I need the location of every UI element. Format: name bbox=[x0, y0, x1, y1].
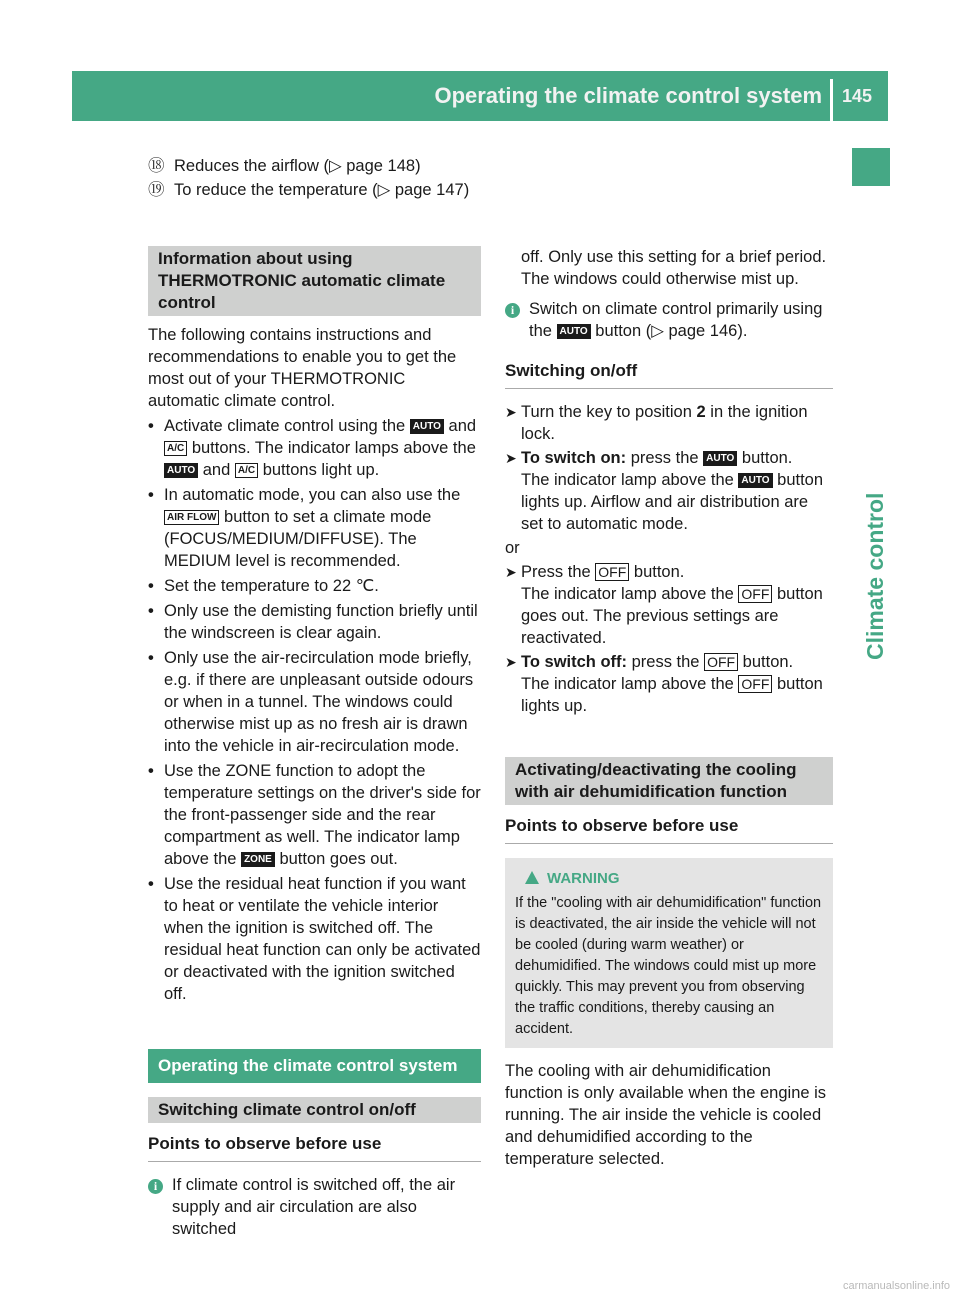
list-item: • Use the residual heat function if you want to heat or ventilate the vehicle interior when the ignition is switched off. The residual heat function can only be activated or deactivated with the ignition switched off. bbox=[148, 875, 481, 1003]
list-item: • Set the temperature to 22 ℃. bbox=[148, 577, 379, 595]
info-note: i Switch on climate control primarily using the AUTO button (▷ page 146). bbox=[505, 298, 833, 342]
zone-button-icon: ZONE bbox=[241, 852, 275, 867]
step-item: ➤ Press the OFF button. The indicator lamp above the OFF button goes out. The previous settings are reactivated. bbox=[505, 563, 823, 647]
warning-icon bbox=[525, 871, 539, 884]
numbered-list bbox=[148, 155, 488, 203]
auto-button-icon: AUTO bbox=[557, 324, 591, 339]
info-icon: i bbox=[148, 1179, 163, 1194]
points-heading: Points to observe before use bbox=[148, 1133, 481, 1162]
list-item: • In automatic mode, you can also use the AIR FLOW button to set a climate mode (FOCUS/MEDIUM/DIFFUSE). The MEDIUM level is recommended. bbox=[148, 486, 461, 570]
header-title: Operating the climate control system bbox=[434, 83, 822, 108]
step-item: ➤ To switch on: press the AUTO button. The indicator lamp above the AUTO button lights up. Airflow and air distribution are set to automatic mode. bbox=[505, 449, 824, 533]
step-item: ➤ Turn the key to position 2 in the ignition lock. bbox=[505, 403, 808, 443]
cooling-text: The cooling with air dehumidification function is only available when the engine is running. The air inside the vehicle is cooled and dehumidified according to the temperature selected. bbox=[505, 1062, 827, 1168]
intro-text: The following contains instructions and recommendations to enable you to get the most out of your THERMOTRONIC automatic climate control. bbox=[148, 326, 457, 410]
header-divider bbox=[830, 79, 833, 121]
right-column bbox=[505, 246, 833, 1170]
off-button-icon: OFF bbox=[595, 563, 629, 581]
air-flow-button-icon: AIR FLOW bbox=[164, 510, 219, 525]
list-item: • Activate climate control using the AUTO and A/C buttons. The indicator lamps above the AUTO and A/C buttons light up. bbox=[148, 417, 477, 479]
or-text: or bbox=[505, 539, 520, 557]
ac-button-icon: A/C bbox=[235, 463, 258, 478]
sub-heading: Switching climate control on/off bbox=[148, 1097, 481, 1123]
warning-title: WARNING bbox=[515, 868, 823, 889]
ac-button-icon: A/C bbox=[164, 441, 187, 456]
auto-button-icon: AUTO bbox=[410, 419, 444, 434]
off-button-icon: OFF bbox=[704, 653, 738, 671]
auto-button-icon: AUTO bbox=[164, 463, 198, 478]
cooling-heading: Activating/deactivating the cooling with air dehumidification function bbox=[505, 757, 833, 805]
left-column bbox=[148, 246, 481, 1240]
chapter-label: Climate control bbox=[862, 492, 888, 660]
chapter-tab bbox=[852, 148, 890, 186]
continued-text: off. Only use this setting for a brief period. The windows could otherwise mist up. bbox=[521, 248, 827, 288]
switching-heading: Switching on/off bbox=[505, 360, 833, 389]
page-number: 145 bbox=[842, 86, 873, 106]
points-heading: Points to observe before use bbox=[505, 815, 833, 844]
list-item: • Use the ZONE function to adopt the temperature settings on the driver's side for the front-passenger side and the rear compartment as well. The indicator lamp above the ZONE button goes out. bbox=[148, 762, 481, 868]
info-heading: Information about using THERMOTRONIC automatic climate control bbox=[148, 246, 481, 316]
info-note: i If climate control is switched off, the air supply and air circulation are also switched bbox=[148, 1174, 481, 1240]
off-button-icon: OFF bbox=[738, 675, 772, 693]
list-item: • Only use the demisting function briefly until the windscreen is clear again. bbox=[148, 602, 478, 642]
info-icon: i bbox=[505, 303, 520, 318]
list-item: ⑱ Reduces the airflow (▷ page 148) bbox=[148, 157, 421, 175]
watermark: carmanualsonline.info bbox=[842, 1280, 950, 1292]
off-button-icon: OFF bbox=[738, 585, 772, 603]
list-item: ⑲ To reduce the temperature (▷ page 147) bbox=[148, 181, 470, 199]
list-item: • Only use the air-recirculation mode briefly, e.g. if there are unpleasant outside odours or when in a tunnel. The windows could otherwise mist up as no fresh air is drawn into the vehicle in air-recirculation mode. bbox=[148, 649, 474, 755]
auto-button-icon: AUTO bbox=[703, 451, 737, 466]
auto-button-icon: AUTO bbox=[738, 473, 772, 488]
warning-text: If the "cooling with air dehumidification" function is deactivated, the air inside the vehicle will not be cooled (during warm weather) or dehumidified. The windows could mist up more quickly. This may prevent you from observing the traffic conditions, thereby causing an accident. bbox=[515, 895, 822, 1037]
section-heading: Operating the climate control system bbox=[148, 1049, 481, 1083]
page-header bbox=[72, 71, 888, 121]
step-item: ➤ To switch off: press the OFF button. The indicator lamp above the OFF button lights up. bbox=[505, 653, 823, 715]
warning-box bbox=[505, 858, 833, 1048]
